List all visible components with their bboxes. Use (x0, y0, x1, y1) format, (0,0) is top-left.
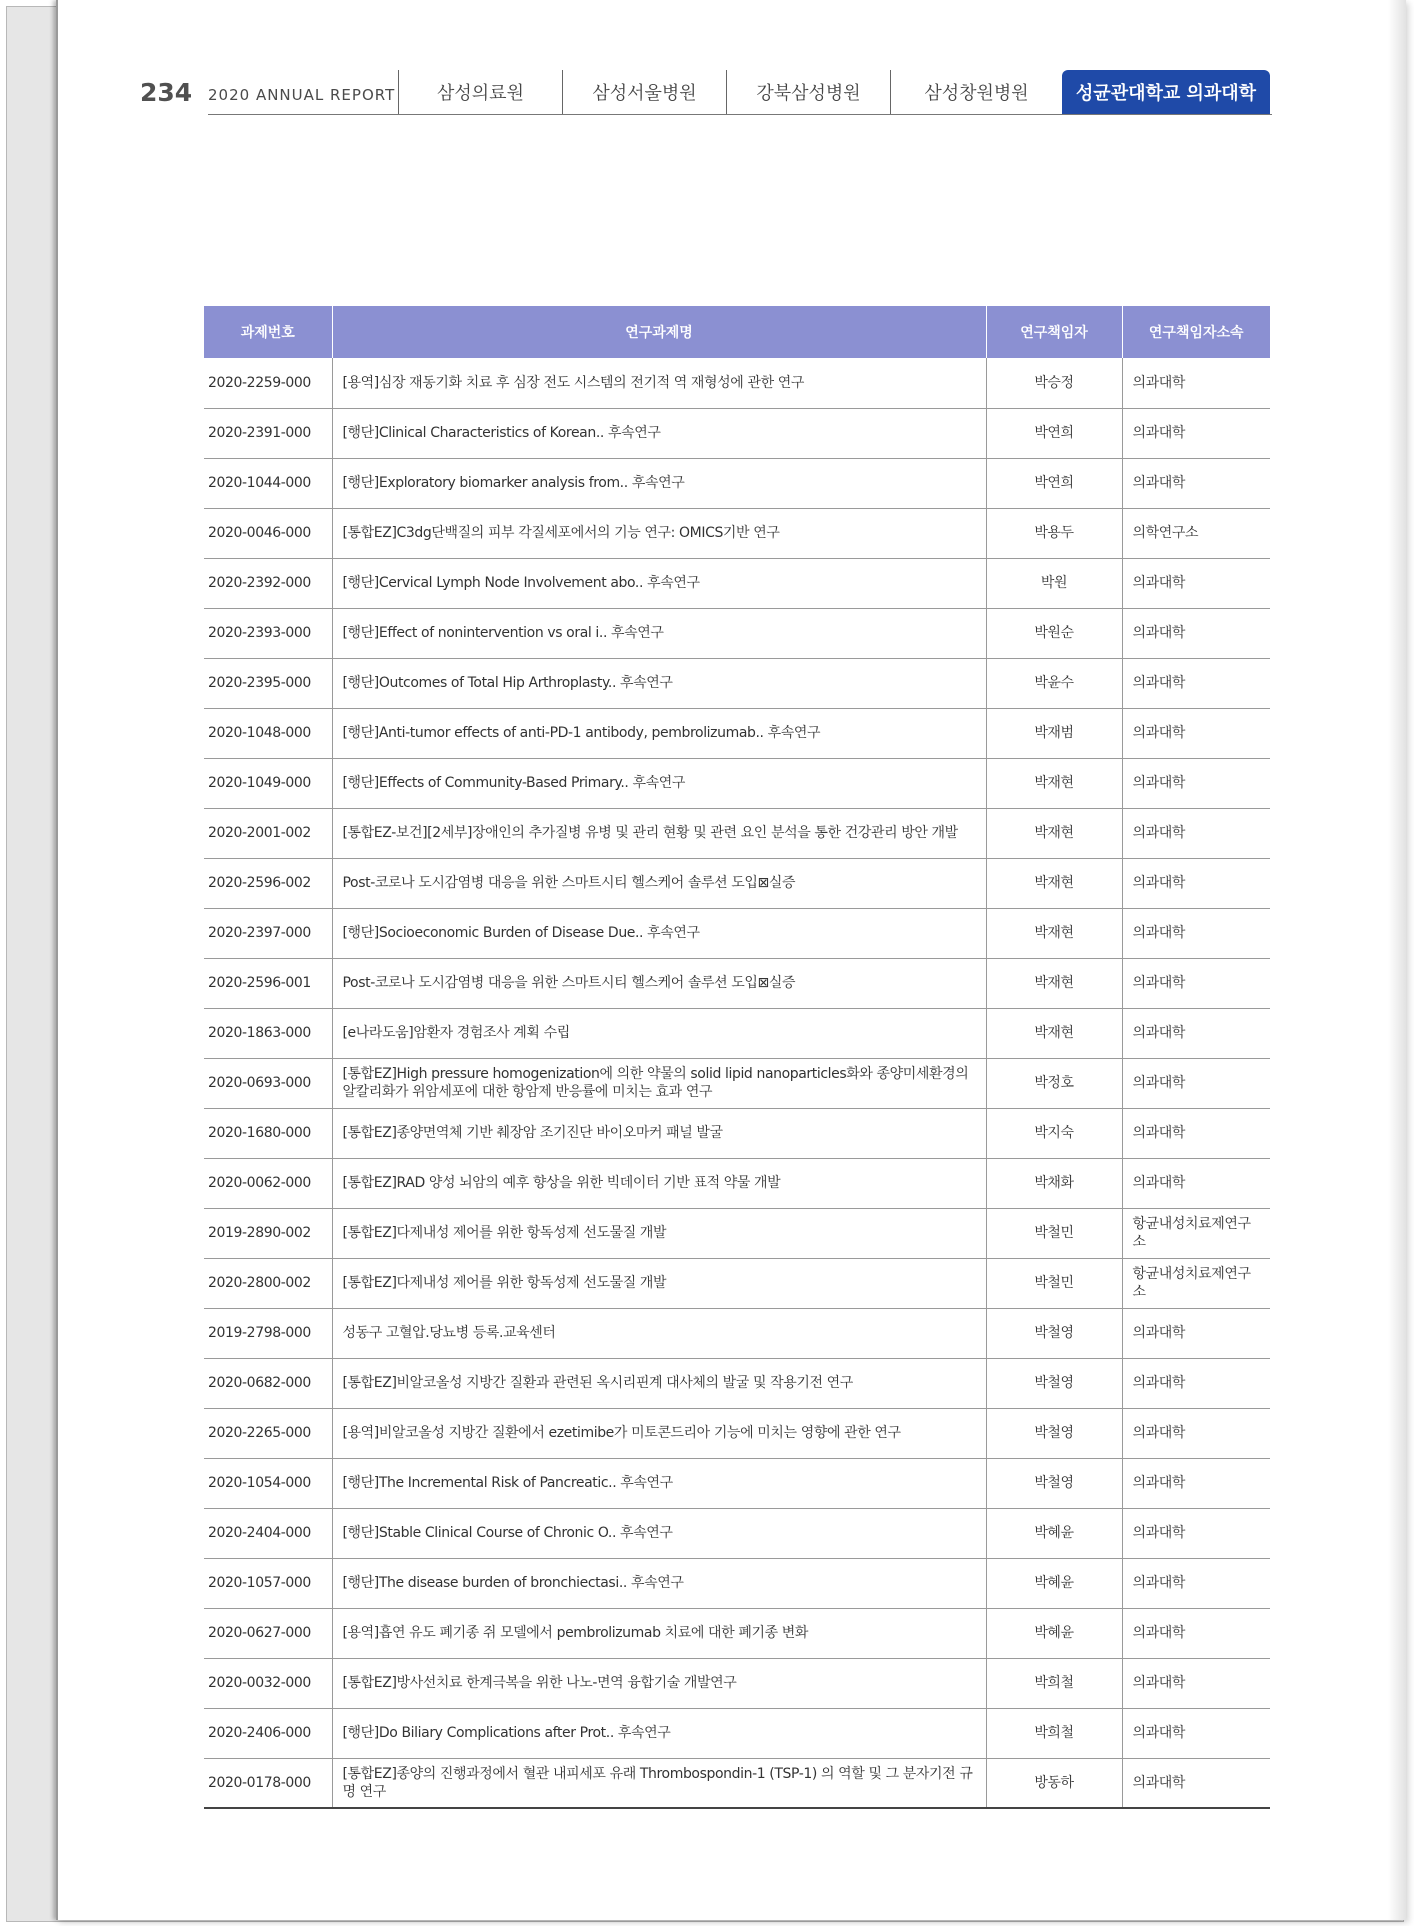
cell-project-number: 2020-2406-000 (204, 1708, 332, 1758)
table-row (204, 458, 1270, 508)
cell-principal-investigator: 박희철 (986, 1658, 1122, 1708)
tab-samsung-seoul-hospital[interactable]: 삼성서울병원 (562, 70, 726, 114)
header-project-title: 연구과제명 (332, 306, 986, 358)
cell-affiliation: 의과대학 (1122, 458, 1270, 508)
table-row (204, 608, 1270, 658)
cell-principal-investigator: 박혜윤 (986, 1508, 1122, 1558)
cell-principal-investigator: 박윤수 (986, 658, 1122, 708)
table-row (204, 908, 1270, 958)
page-fold-shade (1388, 0, 1406, 1920)
cell-project-number: 2020-2265-000 (204, 1408, 332, 1458)
cell-project-title: [통합EZ]C3dg단백질의 피부 각질세포에서의 기능 연구: OMICS기반 연구 (332, 508, 986, 558)
cell-project-title: [용역]비알코올성 지방간 질환에서 ezetimibe가 미토콘드리아 기능에 미치는 영향에 관한 연구 (332, 1408, 986, 1458)
cell-principal-investigator: 박철영 (986, 1308, 1122, 1358)
cell-affiliation: 의과대학 (1122, 858, 1270, 908)
cell-affiliation: 의과대학 (1122, 358, 1270, 408)
table-row (204, 758, 1270, 808)
cell-affiliation: 의과대학 (1122, 1408, 1270, 1458)
cell-project-number: 2020-2392-000 (204, 558, 332, 608)
research-projects-table-wrap (204, 306, 1270, 1809)
report-label: 2020 ANNUAL REPORT (208, 86, 396, 104)
cell-affiliation: 의과대학 (1122, 1608, 1270, 1658)
header-principal-investigator: 연구책임자 (986, 306, 1122, 358)
cell-affiliation: 의과대학 (1122, 658, 1270, 708)
cell-project-number: 2020-0693-000 (204, 1058, 332, 1108)
cell-project-title: [행단]Exploratory biomarker analysis from.. 후속연구 (332, 458, 986, 508)
cell-project-title: [행단]The disease burden of bronchiectasi.. 후속연구 (332, 1558, 986, 1608)
cell-affiliation: 의과대학 (1122, 708, 1270, 758)
cell-principal-investigator: 박재현 (986, 758, 1122, 808)
cell-principal-investigator: 박승정 (986, 358, 1122, 408)
cell-project-title: [행단]Anti-tumor effects of anti-PD-1 antibody, pembrolizumab.. 후속연구 (332, 708, 986, 758)
cell-project-number: 2020-2001-002 (204, 808, 332, 858)
cell-project-number: 2020-0178-000 (204, 1758, 332, 1808)
cell-principal-investigator: 방동하 (986, 1758, 1122, 1808)
cell-affiliation: 의학연구소 (1122, 508, 1270, 558)
cell-principal-investigator: 박재현 (986, 958, 1122, 1008)
tab-samsung-medical-center[interactable]: 삼성의료원 (398, 70, 562, 114)
cell-principal-investigator: 박지숙 (986, 1108, 1122, 1158)
table-row (204, 1758, 1270, 1808)
cell-project-number: 2020-1048-000 (204, 708, 332, 758)
cell-project-title: [통합EZ]방사선치료 한계극복을 위한 나노-면역 융합기술 개발연구 (332, 1658, 986, 1708)
cell-principal-investigator: 박혜윤 (986, 1608, 1122, 1658)
cell-affiliation: 의과대학 (1122, 758, 1270, 808)
table-row (204, 408, 1270, 458)
cell-project-title: [통합EZ]종양의 진행과정에서 혈관 내피세포 유래 Thrombospondin-1 (TSP-1) 의 역할 및 그 분자기전 규명 연구 (332, 1758, 986, 1808)
cell-project-number: 2020-2391-000 (204, 408, 332, 458)
table-row (204, 1608, 1270, 1658)
table-header-row (204, 306, 1270, 358)
cell-affiliation: 의과대학 (1122, 608, 1270, 658)
table-row (204, 808, 1270, 858)
cell-affiliation: 의과대학 (1122, 408, 1270, 458)
cell-project-title: [용역]흡연 유도 폐기종 쥐 모델에서 pembrolizumab 치료에 대한 폐기종 변화 (332, 1608, 986, 1658)
cell-project-number: 2020-1057-000 (204, 1558, 332, 1608)
cell-affiliation: 의과대학 (1122, 1358, 1270, 1408)
table-row (204, 1258, 1270, 1308)
cell-principal-investigator: 박원순 (986, 608, 1122, 658)
cell-affiliation: 의과대학 (1122, 808, 1270, 858)
report-page (56, 0, 1406, 1920)
cell-affiliation: 의과대학 (1122, 1658, 1270, 1708)
tab-samsung-changwon-hospital[interactable]: 삼성창원병원 (890, 70, 1062, 114)
page-header (58, 70, 1406, 116)
cell-principal-investigator: 박철민 (986, 1258, 1122, 1308)
cell-affiliation: 의과대학 (1122, 1758, 1270, 1808)
cell-affiliation: 의과대학 (1122, 1158, 1270, 1208)
cell-project-number: 2020-0062-000 (204, 1158, 332, 1208)
cell-project-title: [e나라도움]암환자 경험조사 계획 수립 (332, 1008, 986, 1058)
cell-project-title: [행단]Clinical Characteristics of Korean.. 후속연구 (332, 408, 986, 458)
cell-principal-investigator: 박재현 (986, 1008, 1122, 1058)
cell-project-number: 2020-2393-000 (204, 608, 332, 658)
cell-project-title: [행단]Do Biliary Complications after Prot.. 후속연구 (332, 1708, 986, 1758)
cell-principal-investigator: 박재현 (986, 808, 1122, 858)
table-row (204, 1308, 1270, 1358)
cell-affiliation: 의과대학 (1122, 1008, 1270, 1058)
cell-project-number: 2020-0032-000 (204, 1658, 332, 1708)
cell-affiliation: 의과대학 (1122, 1558, 1270, 1608)
cell-project-number: 2020-1680-000 (204, 1108, 332, 1158)
cell-project-title: [행단]Stable Clinical Course of Chronic O.. 후속연구 (332, 1508, 986, 1558)
cell-project-number: 2020-2596-002 (204, 858, 332, 908)
page-number: 234 (140, 78, 193, 107)
table-row (204, 1358, 1270, 1408)
cell-project-title: [행단]Socioeconomic Burden of Disease Due.. 후속연구 (332, 908, 986, 958)
cell-project-number: 2020-2596-001 (204, 958, 332, 1008)
cell-project-number: 2020-1863-000 (204, 1008, 332, 1058)
cell-project-title: [용역]심장 재동기화 치료 후 심장 전도 시스템의 전기적 역 재형성에 관한 연구 (332, 358, 986, 408)
table-row (204, 1658, 1270, 1708)
cell-project-number: 2020-1054-000 (204, 1458, 332, 1508)
cell-principal-investigator: 박혜윤 (986, 1558, 1122, 1608)
cell-affiliation: 의과대학 (1122, 1458, 1270, 1508)
cell-project-title: [통합EZ]High pressure homogenization에 의한 약물의 solid lipid nanoparticles화와 종양미세환경의 알칼리화가 위암세포에 대한 항암제 반응률에 미치는 효과 연구 (332, 1058, 986, 1108)
cell-project-title: Post-코로나 도시감염병 대응을 위한 스마트시티 헬스케어 솔루션 도입⊠실증 (332, 858, 986, 908)
cell-affiliation: 의과대학 (1122, 958, 1270, 1008)
header-project-number: 과제번호 (204, 306, 332, 358)
table-row (204, 1108, 1270, 1158)
cell-principal-investigator: 박채화 (986, 1158, 1122, 1208)
cell-project-number: 2020-0627-000 (204, 1608, 332, 1658)
cell-affiliation: 항균내성치료제연구소 (1122, 1208, 1270, 1258)
cell-principal-investigator: 박재현 (986, 908, 1122, 958)
cell-project-title: [통합EZ]RAD 양성 뇌암의 예후 향상을 위한 빅데이터 기반 표적 약물 개발 (332, 1158, 986, 1208)
cell-principal-investigator: 박재현 (986, 858, 1122, 908)
table-row (204, 708, 1270, 758)
table-row (204, 658, 1270, 708)
table-row (204, 858, 1270, 908)
table-row (204, 1208, 1270, 1258)
cell-project-title: [행단]Cervical Lymph Node Involvement abo.. 후속연구 (332, 558, 986, 608)
header-rule (208, 114, 1272, 115)
cell-affiliation: 의과대학 (1122, 1108, 1270, 1158)
table-row (204, 1058, 1270, 1108)
table-row (204, 1008, 1270, 1058)
cell-project-title: [행단]Effects of Community-Based Primary.. 후속연구 (332, 758, 986, 808)
cell-project-title: [행단]Outcomes of Total Hip Arthroplasty.. 후속연구 (332, 658, 986, 708)
cell-project-title: [행단]The Incremental Risk of Pancreatic.. 후속연구 (332, 1458, 986, 1508)
table-row (204, 1708, 1270, 1758)
cell-principal-investigator: 박철영 (986, 1458, 1122, 1508)
tab-kangbuk-samsung-hospital[interactable]: 강북삼성병원 (726, 70, 890, 114)
cell-project-title: [통합EZ]다제내성 제어를 위한 항독성제 선도물질 개발 (332, 1258, 986, 1308)
table-row (204, 1458, 1270, 1508)
cell-affiliation: 의과대학 (1122, 1058, 1270, 1108)
table-row (204, 358, 1270, 408)
cell-project-number: 2019-2890-002 (204, 1208, 332, 1258)
cell-principal-investigator: 박원 (986, 558, 1122, 608)
cell-project-title: [통합EZ]다제내성 제어를 위한 항독성제 선도물질 개발 (332, 1208, 986, 1258)
cell-project-number: 2019-2798-000 (204, 1308, 332, 1358)
header-affiliation: 연구책임자소속 (1122, 306, 1270, 358)
cell-project-number: 2020-2404-000 (204, 1508, 332, 1558)
section-tabs (398, 70, 1270, 114)
tab-skku-medicine[interactable]: 성균관대학교 의과대학 (1062, 70, 1270, 114)
cell-principal-investigator: 박용두 (986, 508, 1122, 558)
cell-affiliation: 의과대학 (1122, 1508, 1270, 1558)
cell-project-title: [통합EZ]종양면역체 기반 췌장암 조기진단 바이오마커 패널 발굴 (332, 1108, 986, 1158)
cell-project-number: 2020-1044-000 (204, 458, 332, 508)
cell-affiliation: 항균내성치료제연구소 (1122, 1258, 1270, 1308)
table-row (204, 958, 1270, 1008)
cell-project-number: 2020-0682-000 (204, 1358, 332, 1408)
table-row (204, 558, 1270, 608)
cell-project-title: [통합EZ]비알코올성 지방간 질환과 관련된 옥시리핀계 대사체의 발굴 및 작용기전 연구 (332, 1358, 986, 1408)
cell-principal-investigator: 박정호 (986, 1058, 1122, 1108)
cell-project-number: 2020-2395-000 (204, 658, 332, 708)
table-row (204, 508, 1270, 558)
cell-affiliation: 의과대학 (1122, 908, 1270, 958)
table-body (204, 358, 1270, 1808)
cell-project-title: Post-코로나 도시감염병 대응을 위한 스마트시티 헬스케어 솔루션 도입⊠실증 (332, 958, 986, 1008)
cell-project-number: 2020-0046-000 (204, 508, 332, 558)
cell-affiliation: 의과대학 (1122, 1708, 1270, 1758)
table-row (204, 1508, 1270, 1558)
cell-project-number: 2020-2259-000 (204, 358, 332, 408)
cell-affiliation: 의과대학 (1122, 558, 1270, 608)
cell-principal-investigator: 박철영 (986, 1408, 1122, 1458)
cell-principal-investigator: 박희철 (986, 1708, 1122, 1758)
cell-project-number: 2020-2397-000 (204, 908, 332, 958)
cell-principal-investigator: 박연희 (986, 458, 1122, 508)
cell-project-number: 2020-2800-002 (204, 1258, 332, 1308)
cell-principal-investigator: 박철영 (986, 1358, 1122, 1408)
cell-project-title: 성동구 고혈압.당뇨병 등록.교육센터 (332, 1308, 986, 1358)
table-row (204, 1158, 1270, 1208)
cell-affiliation: 의과대학 (1122, 1308, 1270, 1358)
cell-project-title: [행단]Effect of nonintervention vs oral i.. 후속연구 (332, 608, 986, 658)
table-row (204, 1558, 1270, 1608)
cell-principal-investigator: 박재범 (986, 708, 1122, 758)
table-row (204, 1408, 1270, 1458)
research-projects-table (204, 306, 1270, 1809)
cell-principal-investigator: 박연희 (986, 408, 1122, 458)
cell-principal-investigator: 박철민 (986, 1208, 1122, 1258)
cell-project-title: [통합EZ-보건][2세부]장애인의 추가질병 유병 및 관리 현황 및 관련 요인 분석을 통한 건강관리 방안 개발 (332, 808, 986, 858)
cell-project-number: 2020-1049-000 (204, 758, 332, 808)
